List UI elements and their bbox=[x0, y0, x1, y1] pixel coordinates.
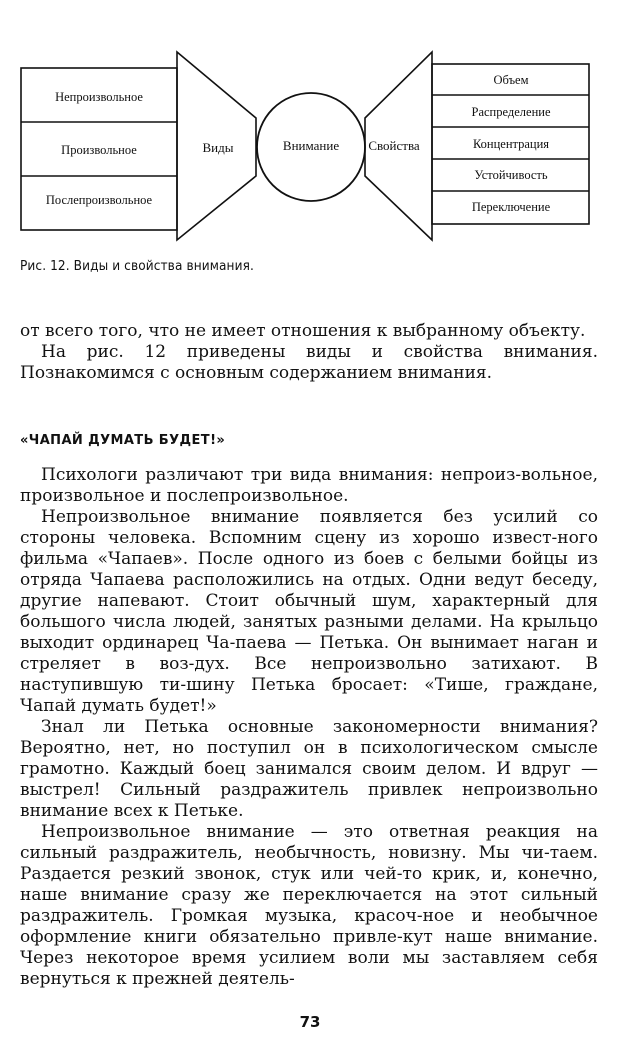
intro-text bbox=[20, 321, 598, 384]
left-box-post-voluntary: Послепроизвольное bbox=[45, 193, 153, 207]
right-box-volume: Объем bbox=[493, 73, 529, 87]
attention-label: Внимание bbox=[282, 138, 340, 153]
figure-caption: Рис. 12. Виды и свойства внимания. bbox=[20, 258, 254, 274]
paragraph-types: Психологи различают три вида внимания: непроиз-вольное, произвольное и послепроизвольное. bbox=[20, 465, 598, 506]
right-box-switching: Переключение bbox=[471, 200, 551, 214]
section-title: «ЧАПАЙ ДУМАТЬ БУДЕТ!» bbox=[20, 433, 226, 448]
right-box-stability: Устойчивость bbox=[474, 168, 548, 182]
left-box-voluntary: Произвольное bbox=[61, 143, 137, 157]
paragraph-continuation: от всего того, что не имеет отношения к выбранному объекту. bbox=[20, 321, 586, 341]
diagram-svg bbox=[0, 0, 620, 250]
attention-diagram bbox=[0, 0, 620, 250]
paragraph-involuntary-reaction: Непроизвольное внимание — это ответная реакция на сильный раздражитель, необычность, новизну. Мы чи-таем. Раздается резкий звонок, стук или чей-то крик, и, конечно, наше внимание сразу же переключается на этот сильный раздражитель. Громкая музыка, красоч-ное и необычное оформление книги обязательно привле-кут наше внимание. Через некоторое время усилием воли мы заставляем себя вернуться к прежней деятель- bbox=[20, 822, 598, 989]
left-box-involuntary: Непроизвольное bbox=[55, 90, 143, 104]
paragraph-figure-reference: На рис. 12 приведены виды и свойства внимания. Познакомимся с основным содержанием внимания. bbox=[20, 342, 598, 383]
main-text bbox=[20, 465, 598, 990]
right-box-distribution: Распределение bbox=[471, 105, 551, 119]
paragraph-petka-question: Знал ли Петька основные закономерности внимания? Вероятно, нет, но поступил он в психологическом смысле грамотно. Каждый боец занимался своим делом. И вдруг — выстрел! Сильный раздражитель привлек непроизвольно внимание всех к Петьке. bbox=[20, 717, 598, 821]
types-label: Виды bbox=[202, 140, 234, 155]
properties-label: Свойства bbox=[368, 138, 420, 153]
page-number: 73 bbox=[299, 1013, 321, 1031]
right-box-concentration: Концентрация bbox=[472, 137, 550, 151]
paragraph-chapaev-scene: Непроизвольное внимание появляется без усилий со стороны человека. Вспомним сцену из хорошо извест-ного фильма «Чапаев». После одного из боев с белыми бойцы из отряда Чапаева расположились на отдых. Одни ведут беседу, другие напевают. Стоит обычный шум, характерный для большого числа людей, занятых разными делами. На крыльцо выходит ординарец Ча-паева — Петька. Он вынимает наган и стреляет в воз-дух. Все непроизвольно затихают. В наступившую ти-шину Петька бросает: «Тише, граждане, Чапай думать будет!» bbox=[20, 507, 598, 716]
